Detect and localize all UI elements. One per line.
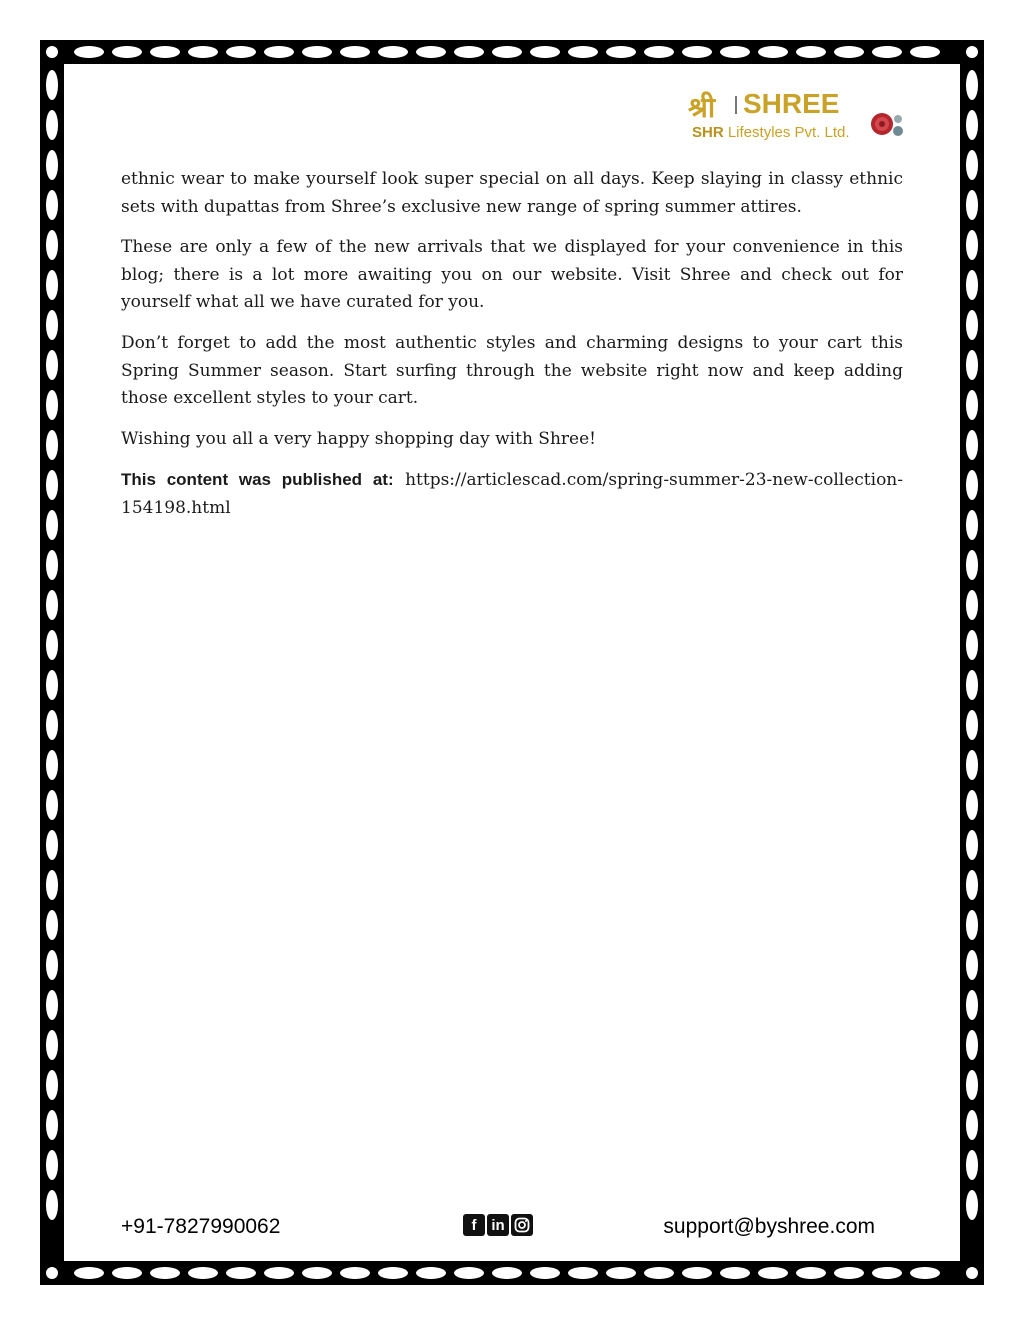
border-hole: [150, 1267, 180, 1279]
article-body: [121, 166, 903, 536]
border-hole: [606, 46, 636, 58]
paragraph: Wishing you all a very happy shopping day with Shree!: [121, 428, 596, 449]
border-hole: [966, 430, 978, 460]
border-hole: [492, 1267, 522, 1279]
published-url[interactable]: https://articlescad.com/spring-summer-23-new-collection-154198.html: [121, 470, 903, 518]
border-hole: [74, 46, 104, 58]
border-hole: [720, 1267, 750, 1279]
border-hole: [112, 1267, 142, 1279]
border-hole: [112, 46, 142, 58]
border-hole: [492, 46, 522, 58]
border-hole: [796, 1267, 826, 1279]
logo-flower-icon: [868, 108, 916, 148]
border-hole: [46, 190, 58, 220]
border-hole: [302, 1267, 332, 1279]
border-hole: [966, 950, 978, 980]
border-hole: [46, 1110, 58, 1140]
border-hole: [46, 390, 58, 420]
border-hole: [378, 1267, 408, 1279]
border-hole: [46, 110, 58, 140]
logo-name: SHREE: [743, 88, 840, 119]
published-label: This content was published at:: [121, 470, 394, 490]
border-hole: [872, 1267, 902, 1279]
border-hole: [910, 46, 940, 58]
border-hole: [46, 310, 58, 340]
border-hole: [46, 670, 58, 700]
border-hole: [758, 46, 788, 58]
border-hole: [416, 46, 446, 58]
logo-sub-rest: Lifestyles Pvt. Ltd.: [723, 124, 850, 141]
border-hole: [46, 230, 58, 260]
border-hole: [46, 630, 58, 660]
published-line: [121, 466, 903, 522]
border-hole: [966, 1110, 978, 1140]
paragraph: ethnic wear to make yourself look super special on all days. Keep slaying in classy ethnic sets with dupattas from Shree’s exclusive new range of spring summer attires.: [121, 169, 903, 217]
border-hole: [966, 270, 978, 300]
border-hole: [46, 870, 58, 900]
border-hole: [966, 390, 978, 420]
footer-phone[interactable]: +91-7827990062: [121, 1215, 281, 1238]
border-hole: [872, 46, 902, 58]
border-hole: [46, 990, 58, 1020]
border-hole: [966, 790, 978, 820]
border-hole: [530, 46, 560, 58]
border-hole: [966, 630, 978, 660]
border-hole: [46, 350, 58, 380]
border-hole: [682, 1267, 712, 1279]
paragraph: Don’t forget to add the most authentic styles and charming designs to your cart this Spring Summer season. Start surfing through the website right now and keep adding those excellent styles to your cart.: [121, 332, 903, 409]
border-hole: [46, 790, 58, 820]
border-hole: [966, 150, 978, 180]
border-hole: [966, 470, 978, 500]
border-hole: [46, 510, 58, 540]
border-hole: [264, 1267, 294, 1279]
border-hole: [340, 1267, 370, 1279]
linkedin-icon[interactable]: in: [487, 1214, 509, 1236]
border-hole: [644, 46, 674, 58]
border-hole: [966, 590, 978, 620]
border-hole: [188, 46, 218, 58]
logo-sub-bold: SHR: [692, 124, 724, 141]
border-hole: [74, 1267, 104, 1279]
border-hole: [966, 1190, 978, 1220]
border-hole: [834, 1267, 864, 1279]
border-hole: [966, 910, 978, 940]
border-hole: [966, 190, 978, 220]
footer-email[interactable]: support@byshree.com: [663, 1215, 875, 1238]
border-hole: [644, 1267, 674, 1279]
border-hole: [966, 1150, 978, 1180]
border-hole: [46, 270, 58, 300]
border-hole: [966, 1030, 978, 1060]
instagram-icon[interactable]: [511, 1214, 533, 1236]
border-hole: [416, 1267, 446, 1279]
border-hole: [966, 750, 978, 780]
border-hole: [796, 46, 826, 58]
border-hole: [568, 46, 598, 58]
border-hole: [530, 1267, 560, 1279]
paragraph: These are only a few of the new arrivals that we displayed for your convenience in this blog; there is a lot more awaiting you on our website. Visit Shree and check out for yourself what all we have curated for you.: [121, 237, 903, 313]
border-hole: [966, 670, 978, 700]
border-hole: [834, 46, 864, 58]
border-hole: [340, 46, 370, 58]
border-hole: [226, 1267, 256, 1279]
border-hole: [454, 46, 484, 58]
border-hole: [226, 46, 256, 58]
border-hole: [46, 150, 58, 180]
border-hole: [46, 710, 58, 740]
border-hole: [378, 46, 408, 58]
border-hole: [188, 1267, 218, 1279]
border-hole: [46, 470, 58, 500]
border-hole: [46, 590, 58, 620]
border-hole: [966, 1267, 978, 1279]
border-hole: [966, 870, 978, 900]
logo-divider: [735, 96, 737, 114]
social-links: [463, 1214, 533, 1236]
logo-devanagari: श्री: [688, 91, 716, 124]
border-hole: [302, 46, 332, 58]
border-hole: [46, 70, 58, 100]
border-hole: [966, 710, 978, 740]
border-hole: [46, 1267, 58, 1279]
border-hole: [966, 550, 978, 580]
border-hole: [568, 1267, 598, 1279]
border-hole: [454, 1267, 484, 1279]
border-hole: [966, 110, 978, 140]
border-hole: [46, 1070, 58, 1100]
brand-logo: [688, 88, 918, 148]
border-hole: [46, 550, 58, 580]
border-hole: [966, 70, 978, 100]
border-hole: [46, 1190, 58, 1220]
logo-subtitle: [692, 124, 850, 141]
border-hole: [720, 46, 750, 58]
border-hole: [46, 950, 58, 980]
facebook-icon[interactable]: f: [463, 1214, 485, 1236]
border-hole: [966, 230, 978, 260]
border-hole: [910, 1267, 940, 1279]
border-hole: [966, 1070, 978, 1100]
border-hole: [46, 1030, 58, 1060]
border-hole: [46, 750, 58, 780]
border-hole: [46, 910, 58, 940]
border-hole: [46, 430, 58, 460]
border-hole: [966, 46, 978, 58]
border-hole: [46, 830, 58, 860]
border-hole: [606, 1267, 636, 1279]
border-hole: [966, 830, 978, 860]
border-hole: [758, 1267, 788, 1279]
border-hole: [150, 46, 180, 58]
border-hole: [966, 510, 978, 540]
border-hole: [966, 990, 978, 1020]
border-hole: [46, 46, 58, 58]
border-hole: [966, 350, 978, 380]
border-hole: [264, 46, 294, 58]
border-hole: [682, 46, 712, 58]
border-hole: [966, 310, 978, 340]
border-hole: [46, 1150, 58, 1180]
